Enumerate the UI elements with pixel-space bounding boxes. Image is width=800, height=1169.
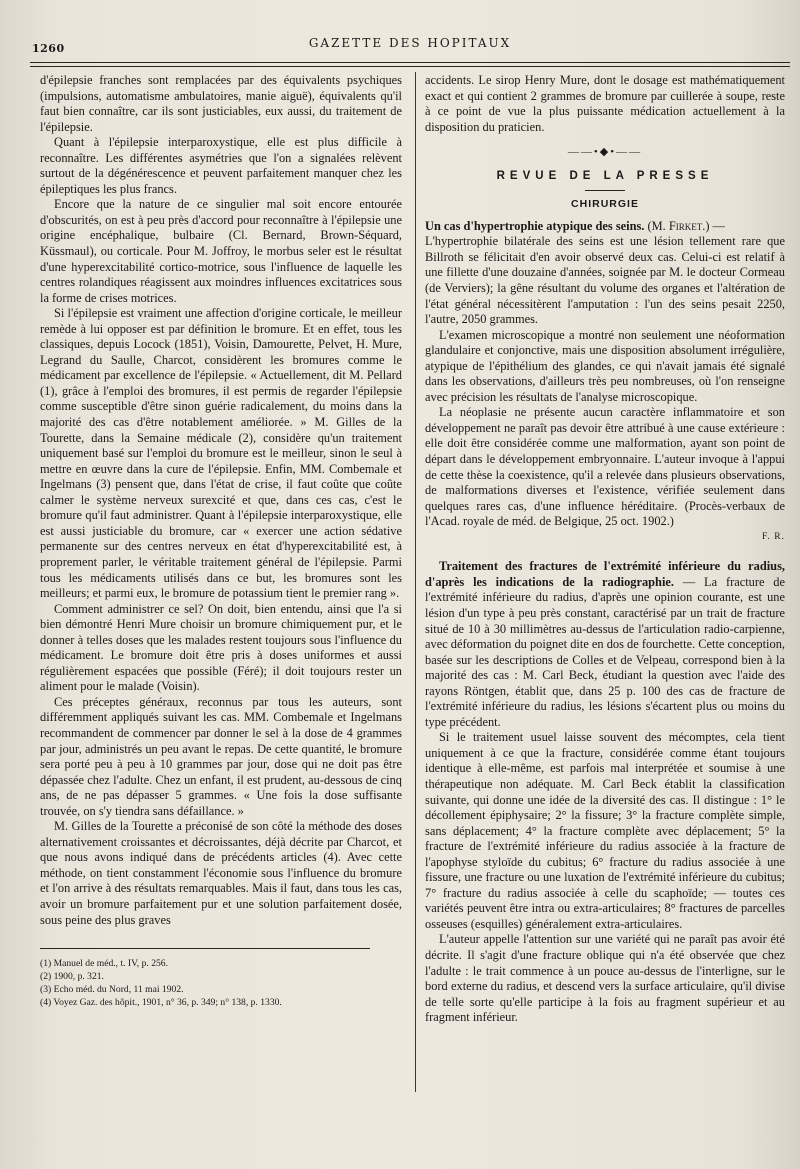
paragraph: Comment administrer ce sel? On doit, bien entendu, ainsi que l'a si bien démontré Henri Mure choisir un bromure chimiquement pur, et le donner à telles doses que les malades restent toujours sous l'influence du médicament. Le bromure doit être pris à doses uniformes et aussi régulièrement espacées que possible (Féré); il doit toujours rester un aliment pour le malade (Voisin). xyxy=(40,601,402,694)
paragraph: Ces préceptes généraux, reconnus par tous les auteurs, sont différemment appliqués suivant les cas. MM. Combemale et Ingelmans recommandent de commencer par donner le sel à la dose de 4 grammes par jour, administrés un peu avant le repas. De cette quantité, le bromure sera porté peu à peu à 10 grammes par jour, dose qui ne doit pas être dépassée chez l'adulte. Chez un enfant, il est prudent, au-dessous de cinq ans, de ne pas dépasser 5 grammes. « Une fois la dose suffisante trouvée, on s'y tiendra sans défaillance. » xyxy=(40,694,402,818)
footnote: (1) Manuel de méd., t. IV, p. 256. xyxy=(40,958,168,970)
column-divider xyxy=(415,72,416,1092)
paragraph: accidents. Le sirop Henry Mure, dont le dosage est mathématiquement exact et qui contient 2 grammes de bromure par cuillerée à soupe, reste à ce point de vue la plus puissante médication actuellement à la disposition du praticien. xyxy=(425,73,785,134)
paragraph: L'hypertrophie bilatérale des seins est une lésion tellement rare que Billroth se félicitait d'en avoir observé deux cas. Celui-ci est relatif à une fillette d'une douzaine d'années, soignée par M. le docteur Cormeau (de Verviers); la gêne résultant du volume des organes et l'altération de l'état général nécessitèrent l'amputation : l'un des seins pesait 2250, l'autre, 2050 grammes. xyxy=(425,234,785,327)
paragraph: Si l'épilepsie est vraiment une affection d'origine corticale, le meilleur remède à lui opposer est par définition le bromure. Et en effet, tous les classiques, depuis Locock (1851), Voisin, Damourette, Pelvet, H. Mure, Legrand du Saulle, Charcot, considèrent les bromures comme le médicament par excellence de l'épilepsie. « Actuellement, dit M. Pellard (1), grâce à l'emploi des bromures, il est permis de regarder l'épilepsie comme susceptible d'être sinon guérie radicalement, du moins dans la majorité des cas d'être notablement améliorée. » M. Gilles de la Tourette, dans la Semaine médicale (2), considère qu'un traitement uniquement basé sur l'emploi du bromure est le meilleur, sinon le seul à mettre en œuvre dans la cure de l'épilepsie. Enfin, MM. Combemale et Ingelmans (3) pensent que, dans l'état de crise, il faut coûte que coûte calmer le système nerveux surexcité et que, dans ces cas, c'est le bromure qu'il faut administrer. Quant à l'épilepsie interparoxystique, elle est aussi justiciable du bromure, car « exercer une action sédative permanente sur des centres nerveux en état d'hyperexcitabilité est, à proprement parler, le véritable traitement général de l'épilepsie. Parmi tous les médicaments utilisés dans ce but, les bromures sont les meilleurs; et parmi eux, le bromure de potassium tient le premier rang ». xyxy=(40,306,402,601)
header-rule-thin xyxy=(30,66,790,67)
article-signature: F. R. xyxy=(762,531,785,542)
left-column xyxy=(40,73,402,1009)
paragraph: Encore que la nature de ce singulier mal soit encore entourée d'obscurités, on est à peu près d'accord pour reconnaître à l'épilepsie une origine encéphalique, bulbaire (Cl. Bernard, Brown-Séquard, Küssmaul), ou corticale. Pour M. Joffroy, le morbus seler est le résultat d'une hyperexcitabilité cortico-motrice, sous l'influence de laquelle les centres rolandiques réagissent aux moindres influences excitatrices sous la forme de crises motrices. xyxy=(40,197,402,305)
paragraph: — La fracture de l'extrémité inférieure du radius, d'après une opinion courante, est une lésion d'un type à peu près constant, caractérisé par un trait de fracture situé de 10 à 30 millimètres au-dessus de l'articulation radio-carpienne, avec déformation du poignet dite en dos de fourchette. Cette conception, basée sur les descriptions de Colles et de Velpeau, correspond bien à la majorité des cas : M. Carl Beck, étudiant la question avec l'aide des rayons Röntgen, établit que, dans 25 p. 100 des cas de fracture de l'extrémité inférieure du radius, les lésions s'écartent plus ou moins du type précédent. xyxy=(425,574,785,729)
paragraph: d'épilepsie franches sont remplacées par des équivalents psychiques (impulsions, automatisme ambulatoires, manie aiguë), équivalents qu'il faut bien connaître, car ils sont justiciables, eux aussi, du traitement de l'épilepsie. xyxy=(40,73,402,134)
paragraph: Si le traitement usuel laisse souvent des mécomptes, cela tient uniquement à ce que la fracture, considérée comme étant toujours identique à elle-même, est parfois mal interprétée et soumise à une thérapeutique non adéquate. M. Carl Beck établit la classification suivante, qui donne une idée de la diversité des cas. Il distingue : 1° le décollement épiphysaire; 2° la fissure; 3° la fracture complète simple, sans déplacement; 4° la fracture complète avec déplacement; 5° la fracture de l'extrémité inférieure du radius associée à la fracture de l'apophyse styloïde du cubitus; 6° fracture du radius associée à une fissure, une fracture ou une luxation de l'extrémité inférieure du cubitus; 7° fracture du radius associée à celle du scaphoïde; — toutes ces variétés peuvent être intra ou extra-articulaires; 8° fractures de parcelles osseuses (esquilles) généralement extra-articulaires. xyxy=(425,730,785,931)
short-rule xyxy=(585,190,625,191)
paragraph: La néoplasie ne présente aucun caractère inflammatoire et son développement ne paraît pas devoir être attribué à une cause extérieure : elle doit être considérée comme une malformation, ayant son point de départ dans le développement embryonnaire. L'auteur invoque à l'appui de cette thèse la coexistence, qu'il a relevée dans plusieurs observations, de malformations diverses et l'existence, vérifiée seulement dans quelques rares cas, d'une influence héréditaire. (Procès-verbaux de l'Acad. royale de méd. de Belgique, 25 oct. 1902.) xyxy=(425,405,785,529)
article-heading xyxy=(425,219,785,235)
section-title: REVUE DE LA PRESSE xyxy=(496,169,714,182)
paragraph: L'examen microscopique a montré non seulement une néoformation glandulaire et conjonctive, mais une disposition absolument irrégulière, atypique de l'épithélium des glandes, ce qui n'avait jamais été signalé dans les observations, d'ailleurs très peu nombreuses, où l'on renseigne avec précision les résultats de l'analyse microscopique. xyxy=(425,327,785,404)
paragraph: L'auteur appelle l'attention sur une variété qui ne paraît pas avoir été décrite. Il s'agit d'une fracture oblique qui n'a été observée que chez l'adulte : le trait commence à un pouce au-dessus de l'interligne, sur le bord externe du radius, et descend vers la surface articulaire, qu'il divise de telle sorte qu'elle participe à la fois au fragment supérieur et au fragment inférieur. xyxy=(425,932,785,1025)
footnote: (2) 1900, p. 321. xyxy=(40,971,104,983)
paragraph: Quant à l'épilepsie interparoxystique, elle est plus difficile à reconnaître. Les différentes asymétries que l'on a signalées relèvent surtout de la dégénérescence et peuvent parfaitement manquer chez les épileptiques les plus francs. xyxy=(40,135,402,196)
page-header xyxy=(30,36,790,60)
footnotes xyxy=(40,957,402,1009)
ornament-divider: ——•◆•—— xyxy=(567,146,643,159)
footnote: (3) Echo méd. du Nord, 11 mai 1902. xyxy=(40,984,184,996)
right-column xyxy=(425,73,785,1026)
page-number: 1260 xyxy=(32,42,65,55)
paragraph: M. Gilles de la Tourette a préconisé de son côté la méthode des doses alternativement croissantes et décroissantes, déjà décrite par Charcot, et que nous avons indiqué dans de précédents articles (4). Avec cette méthode, on tient constamment l'économie sous l'influence du bromure et l'on arrive à des résultats remarquables. Mais il faut, dans tous les cas, avoir un bromure parfaitement pur et une solution parfaitement dosée, sous peine des plus graves xyxy=(40,819,402,927)
subsection-title: CHIRURGIE xyxy=(571,198,639,211)
article-title: Un cas d'hypertrophie atypique des seins. xyxy=(425,218,645,233)
footnote-rule xyxy=(40,948,370,949)
running-title: GAZETTE DES HOPITAUX xyxy=(308,36,512,50)
article-heading xyxy=(425,559,785,730)
header-rule xyxy=(30,62,790,63)
article-author: (M. Firket.) — xyxy=(647,218,725,233)
footnote: (4) Voyez Gaz. des hôpit., 1901, n° 36, p. 349; n° 138, p. 1330. xyxy=(40,997,282,1009)
article-title: Traitement des fractures de l'extrémité inférieure du radius, d'après les indications de la radiographie. xyxy=(425,559,785,589)
